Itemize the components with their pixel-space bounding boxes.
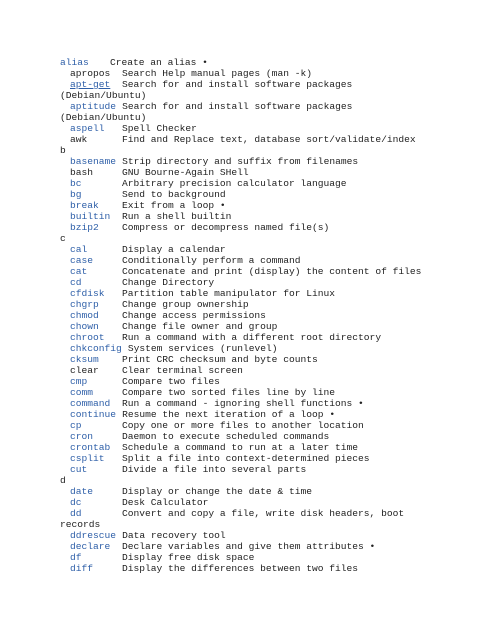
section-letter: d bbox=[60, 475, 66, 486]
command-description: Convert and copy a file, write disk headers, boot bbox=[122, 508, 405, 519]
command-entry bbox=[60, 376, 490, 387]
command-description: Run a command - ignoring shell functions • bbox=[122, 398, 364, 409]
command-name: cksum bbox=[70, 354, 99, 365]
command-entry bbox=[60, 541, 490, 552]
command-name: awk bbox=[70, 134, 88, 145]
command-entry bbox=[60, 123, 490, 134]
command-entry bbox=[60, 178, 490, 189]
command-entry bbox=[60, 332, 490, 343]
command-description: Search Help manual pages (man -k) bbox=[122, 68, 312, 79]
command-description: Desk Calculator bbox=[122, 497, 209, 508]
command-name: aptitude bbox=[70, 101, 117, 112]
command-description: Change access permissions bbox=[122, 310, 266, 321]
command-name: aspell bbox=[70, 123, 105, 134]
command-name: alias bbox=[60, 57, 89, 68]
command-name: cp bbox=[70, 420, 82, 431]
command-name: builtin bbox=[70, 211, 111, 222]
command-name: cron bbox=[70, 431, 94, 442]
command-entry bbox=[60, 79, 490, 90]
description-continuation: records bbox=[60, 519, 101, 530]
command-name: diff bbox=[70, 563, 94, 574]
command-name: declare bbox=[70, 541, 111, 552]
command-description: Compress or decompress named file(s) bbox=[122, 222, 330, 233]
command-description: Compare two sorted files line by line bbox=[122, 387, 336, 398]
command-entry bbox=[60, 288, 490, 299]
command-entry bbox=[60, 321, 490, 332]
command-name: chown bbox=[70, 321, 99, 332]
command-entry bbox=[60, 530, 490, 541]
command-name: dd bbox=[70, 508, 82, 519]
command-description: Compare two files bbox=[122, 376, 220, 387]
command-name: bzip2 bbox=[70, 222, 99, 233]
command-description: Spell Checker bbox=[122, 123, 197, 134]
command-description: Change Directory bbox=[122, 277, 215, 288]
command-name: apropos bbox=[70, 68, 111, 79]
command-name: chroot bbox=[70, 332, 105, 343]
command-entry bbox=[60, 299, 490, 310]
command-entry bbox=[60, 431, 490, 442]
command-description: Exit from a loop • bbox=[122, 200, 226, 211]
command-name: clear bbox=[70, 365, 99, 376]
command-description: Find and Replace text, database sort/validate/index bbox=[122, 134, 416, 145]
command-description: Strip directory and suffix from filenames bbox=[122, 156, 359, 167]
command-entry bbox=[60, 255, 490, 266]
command-entry bbox=[60, 420, 490, 431]
command-entry bbox=[60, 365, 490, 376]
command-name: basename bbox=[70, 156, 117, 167]
command-name: case bbox=[70, 255, 94, 266]
command-entry bbox=[60, 343, 490, 354]
command-description: Display free disk space bbox=[122, 552, 255, 563]
command-name: date bbox=[70, 486, 94, 497]
command-description: Search for and install software packages bbox=[122, 79, 353, 90]
command-description: Daemon to execute scheduled commands bbox=[122, 431, 330, 442]
command-entry bbox=[60, 222, 490, 233]
command-entry bbox=[60, 167, 490, 178]
command-description: Data recovery tool bbox=[122, 530, 226, 541]
command-entry bbox=[60, 101, 490, 112]
command-description: Run a shell builtin bbox=[122, 211, 232, 222]
command-entry bbox=[60, 464, 490, 475]
command-entry bbox=[60, 398, 490, 409]
command-description: Declare variables and give them attributes • bbox=[122, 541, 376, 552]
command-name: bg bbox=[70, 189, 82, 200]
command-name: df bbox=[70, 552, 82, 563]
command-description: Send to background bbox=[122, 189, 226, 200]
command-name: cfdisk bbox=[70, 288, 105, 299]
command-name: crontab bbox=[70, 442, 111, 453]
command-entry bbox=[60, 563, 490, 574]
command-name: cmp bbox=[70, 376, 88, 387]
command-description: Change file owner and group bbox=[122, 321, 278, 332]
command-entry bbox=[60, 486, 490, 497]
section-letter: c bbox=[60, 233, 66, 244]
command-entry bbox=[60, 442, 490, 453]
command-entry bbox=[60, 68, 490, 79]
command-name: comm bbox=[70, 387, 94, 398]
command-description: Partition table manipulator for Linux bbox=[122, 288, 336, 299]
command-entry bbox=[60, 211, 490, 222]
command-list bbox=[60, 57, 490, 574]
command-name: chkconfig bbox=[70, 343, 122, 354]
command-description: Copy one or more files to another location bbox=[122, 420, 364, 431]
command-description: Print CRC checksum and byte counts bbox=[122, 354, 318, 365]
command-description: Conditionally perform a command bbox=[122, 255, 301, 266]
command-name: bc bbox=[70, 178, 82, 189]
command-entry bbox=[60, 508, 490, 519]
command-description: Display the differences between two files bbox=[122, 563, 359, 574]
command-description: System services (runlevel) bbox=[127, 343, 278, 354]
command-description: GNU Bourne-Again SHell bbox=[122, 167, 249, 178]
command-description: Display a calendar bbox=[122, 244, 226, 255]
command-description: Clear terminal screen bbox=[122, 365, 243, 376]
command-name: continue bbox=[70, 409, 117, 420]
command-name: cd bbox=[70, 277, 82, 288]
command-description: Run a command with a different root directory bbox=[122, 332, 382, 343]
command-entry bbox=[60, 244, 490, 255]
command-description: Schedule a command to run at a later time bbox=[122, 442, 359, 453]
command-entry bbox=[60, 266, 490, 277]
command-entry bbox=[60, 497, 490, 508]
command-entry bbox=[60, 409, 490, 420]
command-entry bbox=[60, 453, 490, 464]
command-name: dc bbox=[70, 497, 82, 508]
command-description: Resume the next iteration of a loop • bbox=[122, 409, 336, 420]
command-entry bbox=[60, 387, 490, 398]
description-continuation: (Debian/Ubuntu) bbox=[60, 90, 147, 101]
command-entry bbox=[60, 552, 490, 563]
command-description: Search for and install software packages bbox=[122, 101, 353, 112]
command-description: Create an alias • bbox=[110, 57, 208, 68]
command-entry bbox=[60, 277, 490, 288]
command-description: Change group ownership bbox=[122, 299, 249, 310]
command-description: Display or change the date & time bbox=[122, 486, 312, 497]
command-entry bbox=[60, 310, 490, 321]
command-name: chgrp bbox=[70, 299, 99, 310]
command-name: ddrescue bbox=[70, 530, 117, 541]
section-letter: b bbox=[60, 145, 66, 156]
command-name: break bbox=[70, 200, 99, 211]
command-entry bbox=[60, 134, 490, 145]
command-name: command bbox=[70, 398, 111, 409]
command-description: Divide a file into several parts bbox=[122, 464, 307, 475]
command-name: cal bbox=[70, 244, 88, 255]
command-name: bash bbox=[70, 167, 94, 178]
command-name[interactable]: apt-get bbox=[70, 79, 111, 90]
command-name: cut bbox=[70, 464, 88, 475]
command-entry bbox=[60, 354, 490, 365]
command-entry bbox=[60, 200, 490, 211]
command-name: chmod bbox=[70, 310, 99, 321]
description-continuation: (Debian/Ubuntu) bbox=[60, 112, 147, 123]
command-description: Split a file into context-determined pieces bbox=[122, 453, 370, 464]
command-entry bbox=[60, 189, 490, 200]
command-name: csplit bbox=[70, 453, 105, 464]
command-entry bbox=[60, 57, 490, 68]
command-name: cat bbox=[70, 266, 88, 277]
command-description: Concatenate and print (display) the content of files bbox=[122, 266, 422, 277]
command-entry bbox=[60, 156, 490, 167]
command-description: Arbitrary precision calculator language bbox=[122, 178, 347, 189]
